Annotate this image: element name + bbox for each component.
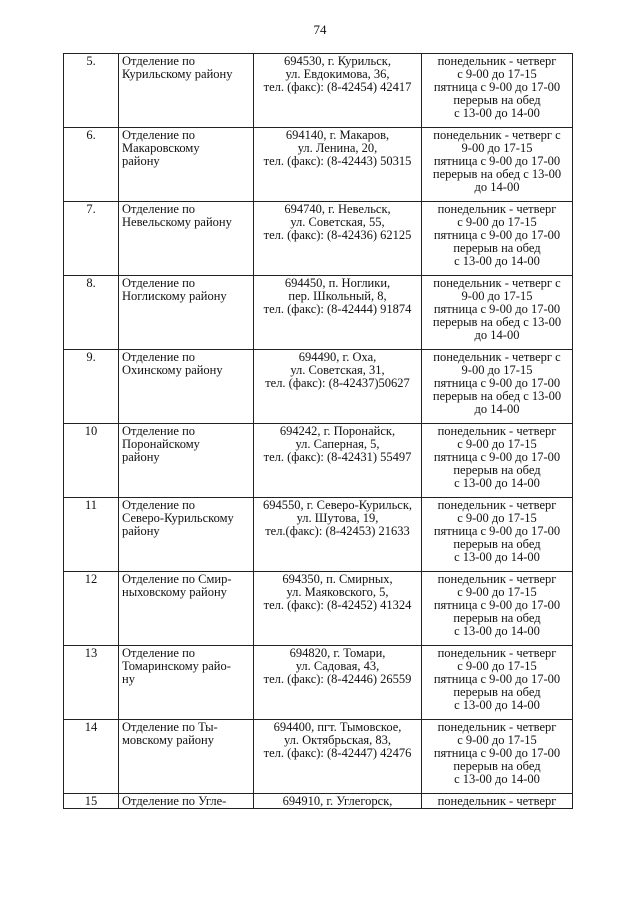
office-name: Отделение по Томаринскому райо- ну <box>119 646 254 720</box>
office-name: Отделение по Ноглискому району <box>119 276 254 350</box>
row-number: 13 <box>64 646 119 720</box>
row-number: 10 <box>64 424 119 498</box>
page-number: 74 <box>313 22 327 37</box>
table-row <box>64 424 573 498</box>
table-row <box>64 646 573 720</box>
row-number: 9. <box>64 350 119 424</box>
office-hours: понедельник - четверг с 9-00 до 17-15 пятница с 9-00 до 17-00 перерыв на обед с 13-00 до 14-00 <box>422 646 573 720</box>
row-number: 8. <box>64 276 119 350</box>
table-row <box>64 128 573 202</box>
office-address: 694450, п. Ноглики, пер. Школьный, 8, тел. (факс): (8-42444) 91874 <box>254 276 422 350</box>
office-address: 694820, г. Томари, ул. Садовая, 43, тел. (факс): (8-42446) 26559 <box>254 646 422 720</box>
office-name: Отделение по Курильскому району <box>119 54 254 128</box>
table-row <box>64 720 573 794</box>
office-name: Отделение по Охинскому району <box>119 350 254 424</box>
table-row <box>64 54 573 128</box>
table-row <box>64 498 573 572</box>
office-hours: понедельник - четверг с 9-00 до 17-15 пятница с 9-00 до 17-00 перерыв на обед с 13-00 до 14-00 <box>422 276 573 350</box>
table-row <box>64 276 573 350</box>
row-number: 7. <box>64 202 119 276</box>
table-row <box>64 572 573 646</box>
office-name: Отделение по Ты- мовскому району <box>119 720 254 794</box>
office-address: 694350, п. Смирных, ул. Маяковского, 5, тел. (факс): (8-42452) 41324 <box>254 572 422 646</box>
office-address: 694140, г. Макаров, ул. Ленина, 20, тел. (факс): (8-42443) 50315 <box>254 128 422 202</box>
offices-table <box>63 53 573 809</box>
office-hours: понедельник - четверг с 9-00 до 17-15 пятница с 9-00 до 17-00 перерыв на обед с 13-00 до 14-00 <box>422 128 573 202</box>
table-row <box>64 794 573 809</box>
office-address: 694400, пгт. Тымовское, ул. Октябрьская, 83, тел. (факс): (8-42447) 42476 <box>254 720 422 794</box>
office-address: 694490, г. Оха, ул. Советская, 31, тел. (факс): (8-42437)50627 <box>254 350 422 424</box>
office-name: Отделение по Угле- <box>119 794 254 809</box>
row-number: 14 <box>64 720 119 794</box>
office-address: 694530, г. Курильск, ул. Евдокимова, 36, тел. (факс): (8-42454) 42417 <box>254 54 422 128</box>
office-name: Отделение по Северо-Курильскому району <box>119 498 254 572</box>
office-hours: понедельник - четверг с 9-00 до 17-15 пятница с 9-00 до 17-00 перерыв на обед с 13-00 до 14-00 <box>422 424 573 498</box>
table-row <box>64 202 573 276</box>
office-hours: понедельник - четверг с 9-00 до 17-15 пятница с 9-00 до 17-00 перерыв на обед с 13-00 до 14-00 <box>422 572 573 646</box>
row-number: 6. <box>64 128 119 202</box>
row-number: 15 <box>64 794 119 809</box>
office-address: 694740, г. Невельск, ул. Советская, 55, тел. (факс): (8-42436) 62125 <box>254 202 422 276</box>
row-number: 11 <box>64 498 119 572</box>
office-name: Отделение по Макаровскому району <box>119 128 254 202</box>
office-address: 694550, г. Северо-Курильск, ул. Шутова, 19, тел.(факс): (8-42453) 21633 <box>254 498 422 572</box>
office-address: 694242, г. Поронайск, ул. Саперная, 5, тел. (факс): (8-42431) 55497 <box>254 424 422 498</box>
office-hours: понедельник - четверг <box>422 794 573 809</box>
office-hours: понедельник - четверг с 9-00 до 17-15 пятница с 9-00 до 17-00 перерыв на обед с 13-00 до 14-00 <box>422 720 573 794</box>
office-name: Отделение по Поронайскому району <box>119 424 254 498</box>
row-number: 12 <box>64 572 119 646</box>
row-number: 5. <box>64 54 119 128</box>
office-hours: понедельник - четверг с 9-00 до 17-15 пятница с 9-00 до 17-00 перерыв на обед с 13-00 до 14-00 <box>422 202 573 276</box>
office-name: Отделение по Смир- ныховскому району <box>119 572 254 646</box>
office-address: 694910, г. Углегорск, <box>254 794 422 809</box>
office-hours: понедельник - четверг с 9-00 до 17-15 пятница с 9-00 до 17-00 перерыв на обед с 13-00 до 14-00 <box>422 498 573 572</box>
office-hours: понедельник - четверг с 9-00 до 17-15 пятница с 9-00 до 17-00 перерыв на обед с 13-00 до 14-00 <box>422 350 573 424</box>
table-row <box>64 350 573 424</box>
office-name: Отделение по Невельскому району <box>119 202 254 276</box>
office-hours: понедельник - четверг с 9-00 до 17-15 пятница с 9-00 до 17-00 перерыв на обед с 13-00 до 14-00 <box>422 54 573 128</box>
